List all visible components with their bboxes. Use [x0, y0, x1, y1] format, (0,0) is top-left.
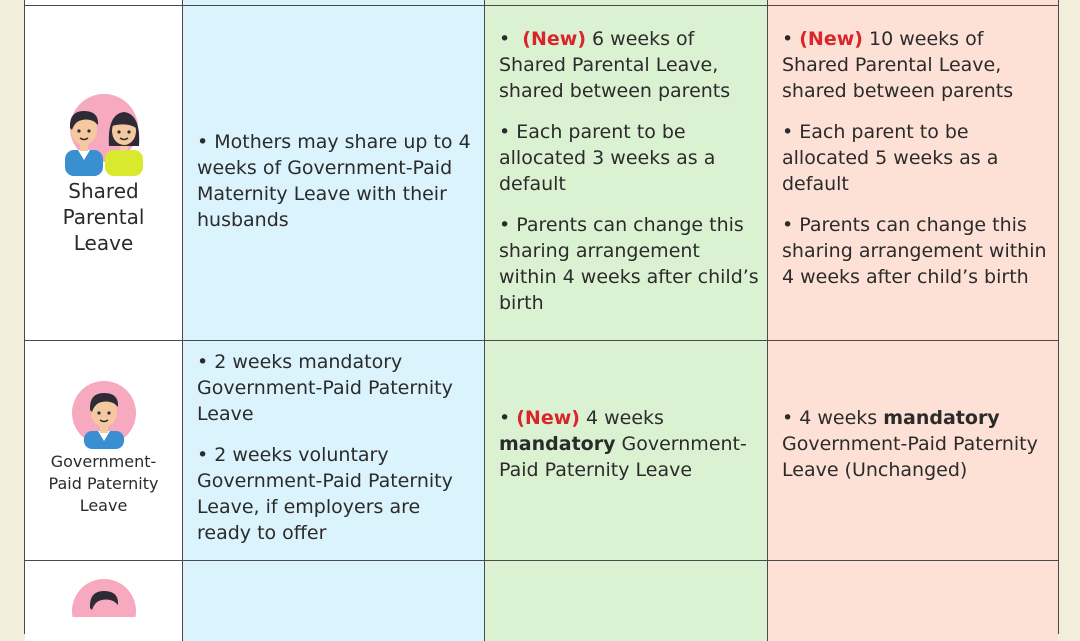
current-policy-cell [183, 6, 485, 341]
phase1-bullet-2: • Each parent to be allocated 3 weeks as a default [499, 121, 716, 195]
current-policy-cell [183, 341, 485, 561]
category-cell-paternity-leave [25, 341, 183, 561]
category-label: Shared Parental Leave [62, 179, 145, 255]
phase1-policy-cell [485, 341, 768, 561]
phase1-policy-cell [485, 6, 768, 341]
phase2-bullet-2: • Each parent to be allocated 5 weeks as a default [782, 121, 999, 195]
phase1-bullet-1: • (New) 6 weeks of Shared Parental Leave, shared between parents [499, 28, 731, 102]
current-bullet-1: • 2 weeks mandatory Government-Paid Paternity Leave [197, 351, 453, 425]
phase2-bullet-1: • 4 weeks mandatory Government-Paid Paternity Leave (Unchanged) [782, 407, 1038, 481]
father-icon [70, 379, 138, 449]
table-row-next [25, 560, 1058, 641]
parents-couple-icon [61, 92, 147, 176]
category-label: Government- Paid Paternity Leave [48, 452, 159, 515]
leave-comparison-table [24, 0, 1059, 634]
phase1-bullet-3: • Parents can change this sharing arrangement within 4 weeks after child’s birth [499, 214, 759, 314]
phase2-bullet-1: • (New) 10 weeks of Shared Parental Leave, shared between parents [782, 28, 1014, 102]
phase2-policy-cell [768, 6, 1058, 341]
new-badge: (New) [516, 407, 580, 429]
phase2-bullet-3: • Parents can change this sharing arrangement within 4 weeks after child’s birth [782, 214, 1047, 288]
phase1-bullet-1: • (New) 4 weeks mandatory Government-Paid Paternity Leave [499, 407, 747, 481]
table-row-shared-parental-leave [25, 5, 1058, 341]
current-bullet-2: • 2 weeks voluntary Government-Paid Paternity Leave, if employers are ready to offer [197, 444, 453, 544]
table-row-paternity-leave [25, 340, 1058, 561]
new-badge: (New) [522, 28, 587, 50]
parent-icon [70, 577, 138, 617]
current-bullet: • Mothers may share up to 4 weeks of Government-Paid Maternity Leave with their husbands [197, 131, 471, 231]
category-cell-shared-parental-leave [25, 6, 183, 341]
phase2-policy-cell [768, 341, 1058, 561]
new-badge: (New) [799, 28, 863, 50]
